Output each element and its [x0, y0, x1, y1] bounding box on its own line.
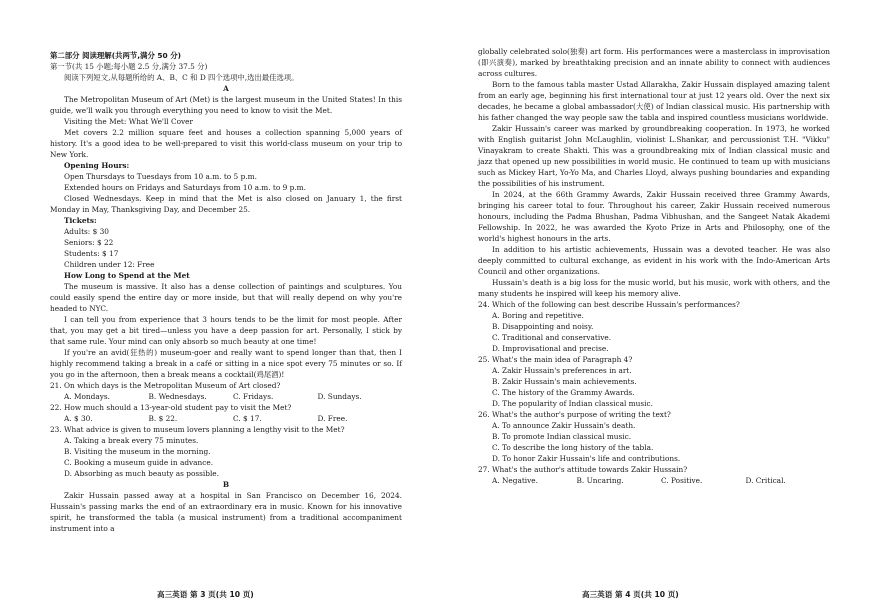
question-27: 27. What's the author's attitude towards Zakir Hussain?	[478, 465, 688, 474]
paragraph: The Metropolitan Museum of Art (Met) is the largest museum in the United States! In this guide, we'll walk you through everything you need to know to visit the Met.	[50, 95, 402, 115]
option: A. Mondays.	[64, 392, 110, 401]
left-column	[50, 50, 402, 534]
ticket-price: Adults: $ 30	[64, 227, 109, 236]
question-21-options	[50, 391, 402, 402]
option: B. $ 22.	[148, 414, 178, 423]
paragraph: If you're an avid(狂热的) museum-goer and really want to spend longer than that, then I highly recommend taking a break in a café or sitting in a nice spot every 75 minutes or so. If you go in the afternoon, then a break means a cocktail(鸡尾酒)!	[50, 348, 402, 379]
option: A. Negative.	[492, 476, 538, 485]
option: C. Fridays.	[233, 392, 274, 401]
option: C. To describe the long history of the tabla.	[492, 443, 654, 452]
option: C. Booking a museum guide in advance.	[64, 458, 214, 467]
page-footer-right: 高三英语 第 4 页(共 10 页)	[582, 590, 679, 599]
option: D. To honor Zakir Hussain's life and contributions.	[492, 454, 681, 463]
paragraph: Met covers 2.2 million square feet and houses a collection spanning 5,000 years of history. It's a good idea to be well-prepared to visit this world-class museum on your trip to New York.	[50, 128, 402, 159]
paragraph: I can tell you from experience that 3 hours tends to be the limit for most people. After that, you may get a bit tired—unless you have a deep passion for art. Personally, I stick by that same rule. Your mind can only absorb so much beauty at one time!	[50, 315, 402, 346]
ticket-price: Children under 12: Free	[64, 260, 155, 269]
option: B. Zakir Hussain's main achievements.	[492, 377, 637, 386]
opening-hours-heading: Opening Hours:	[64, 161, 130, 170]
right-column	[478, 46, 830, 486]
paragraph: Extended hours on Fridays and Saturdays from 10 a.m. to 9 p.m.	[64, 183, 306, 192]
question-24: 24. Which of the following can best describe Hussain's performances?	[478, 300, 740, 309]
how-long-heading: How Long to Spend at the Met	[64, 271, 190, 280]
option: A. Taking a break every 75 minutes.	[64, 436, 199, 445]
question-27-options	[478, 475, 830, 486]
paragraph: In 2024, at the 66th Grammy Awards, Zakir Hussain received three Grammy Awards, bringing his career total to four. Throughout his career, Zakir Hussain received numerous honours, including the Padma Bhushan, Padma Vibhushan, and the Sangeet Natak Akademi Fellowship. In 2022, he was awarded the Kyoto Prize in Arts and Philosophy, one of the world's highest honours in the arts.	[478, 190, 830, 243]
option: D. Free.	[317, 414, 348, 423]
paragraph: Zakir Hussain passed away at a hospital in San Francisco on December 16, 2024. Hussain's passing marks the end of an extraordinary era in music. Known for his innovative spirit, he transformed the tabla (a musical instrument) from a traditional accompaniment instrument into a	[50, 491, 402, 533]
option: C. The history of the Grammy Awards.	[492, 388, 635, 397]
option: B. To promote Indian classical music.	[492, 432, 632, 441]
subsection-header: 第一节(共 15 小题;每小题 2.5 分,满分 37.5 分)	[50, 62, 208, 71]
passage-a-label: A	[223, 84, 229, 93]
option: D. Critical.	[745, 476, 786, 485]
question-25: 25. What's the main idea of Paragraph 4?	[478, 355, 633, 364]
option: B. Wednesdays.	[148, 392, 207, 401]
ticket-price: Students: $ 17	[64, 249, 119, 258]
instruction: 阅读下列短文,从每题所给的 A、B、C 和 D 四个选项中,选出最佳选项。	[64, 73, 299, 82]
paragraph: Zakir Hussain's career was marked by groundbreaking cooperation. In 1973, he worked with English guitarist John McLaughlin, violinist L.Shankar, and percussionist T.H. "Vikku" Vinayakram to create Shakti. This was a groundbreaking mix of Indian classical music and jazz that opened up new possibilities in world music. He continued to team up with musicians such as Mickey Hart, Yo-Yo Ma, and Charles Lloyd, always pushing boundaries and expanding the possibilities of his instrument.	[478, 124, 830, 188]
option: D. Sundays.	[317, 392, 362, 401]
option: A. To announce Zakir Hussain's death.	[492, 421, 636, 430]
option: A. $ 30.	[64, 414, 93, 423]
page-footer-left: 高三英语 第 3 页(共 10 页)	[157, 590, 254, 599]
paragraph: Visiting the Met: What We'll Cover	[64, 117, 194, 126]
question-26: 26. What's the author's purpose of writing the text?	[478, 410, 671, 419]
paragraph: The museum is massive. It also has a dense collection of paintings and sculptures. You could easily spend the entire day or more inside, but that will really depend on why you're headed to NYC.	[50, 282, 402, 313]
option: B. Uncaring.	[576, 476, 624, 485]
question-21: 21. On which days is the Metropolitan Museum of Art closed?	[50, 381, 281, 390]
paragraph: In addition to his artistic achievements, Hussain was a devoted teacher. He was also deeply committed to cultural exchange, as evident in his work with the Indo-American Arts Council and other organizations.	[478, 245, 830, 276]
section-header: 第二部分 阅读理解(共两节,满分 50 分)	[50, 51, 182, 60]
option: B. Disappointing and noisy.	[492, 322, 594, 331]
question-22-options	[50, 413, 402, 424]
option: A. Boring and repetitive.	[492, 311, 584, 320]
passage-b-label: B	[222, 480, 230, 489]
option: C. Traditional and conservative.	[492, 333, 612, 342]
option: A. Zakir Hussain's preferences in art.	[492, 366, 632, 375]
ticket-price: Seniors: $ 22	[64, 238, 114, 247]
tickets-heading: Tickets:	[64, 216, 97, 225]
question-22: 22. How much should a 13-year-old student pay to visit the Met?	[50, 403, 292, 412]
paragraph: Closed Wednesdays. Keep in mind that the Met is also closed on January 1, the first Monday in May, Thanksgiving Day, and December 25.	[50, 194, 402, 214]
paragraph: Hussain's death is a big loss for the music world, but his music, work with others, and the many students he inspired will keep his memory alive.	[478, 278, 830, 298]
paragraph: globally celebrated solo(独奏) art form. His performances were a masterclass in improvisation (即兴演奏), marked by breathtaking precision and an innate ability to connect with audiences across cultures.	[478, 47, 830, 78]
option: B. Visiting the museum in the morning.	[64, 447, 211, 456]
option: C. Positive.	[661, 476, 703, 485]
option: D. Improvisational and precise.	[492, 344, 609, 353]
option: C. $ 17.	[233, 414, 262, 423]
paragraph: Open Thursdays to Tuesdays from 10 a.m. to 5 p.m.	[64, 172, 257, 181]
option: D. Absorbing as much beauty as possible.	[64, 469, 219, 478]
option: D. The popularity of Indian classical music.	[492, 399, 653, 408]
question-23: 23. What advice is given to museum lovers planning a lengthy visit to the Met?	[50, 425, 345, 434]
paragraph: Born to the famous tabla master Ustad Allarakha, Zakir Hussain displayed amazing talent from an early age, beginning his first international tour at just 12 years old. Over the next six decades, he became a global ambassador(大使) of Indian classical music. His partnership with his father changed the way people saw the tabla and inspired countless musicians worldwide.	[478, 80, 830, 122]
